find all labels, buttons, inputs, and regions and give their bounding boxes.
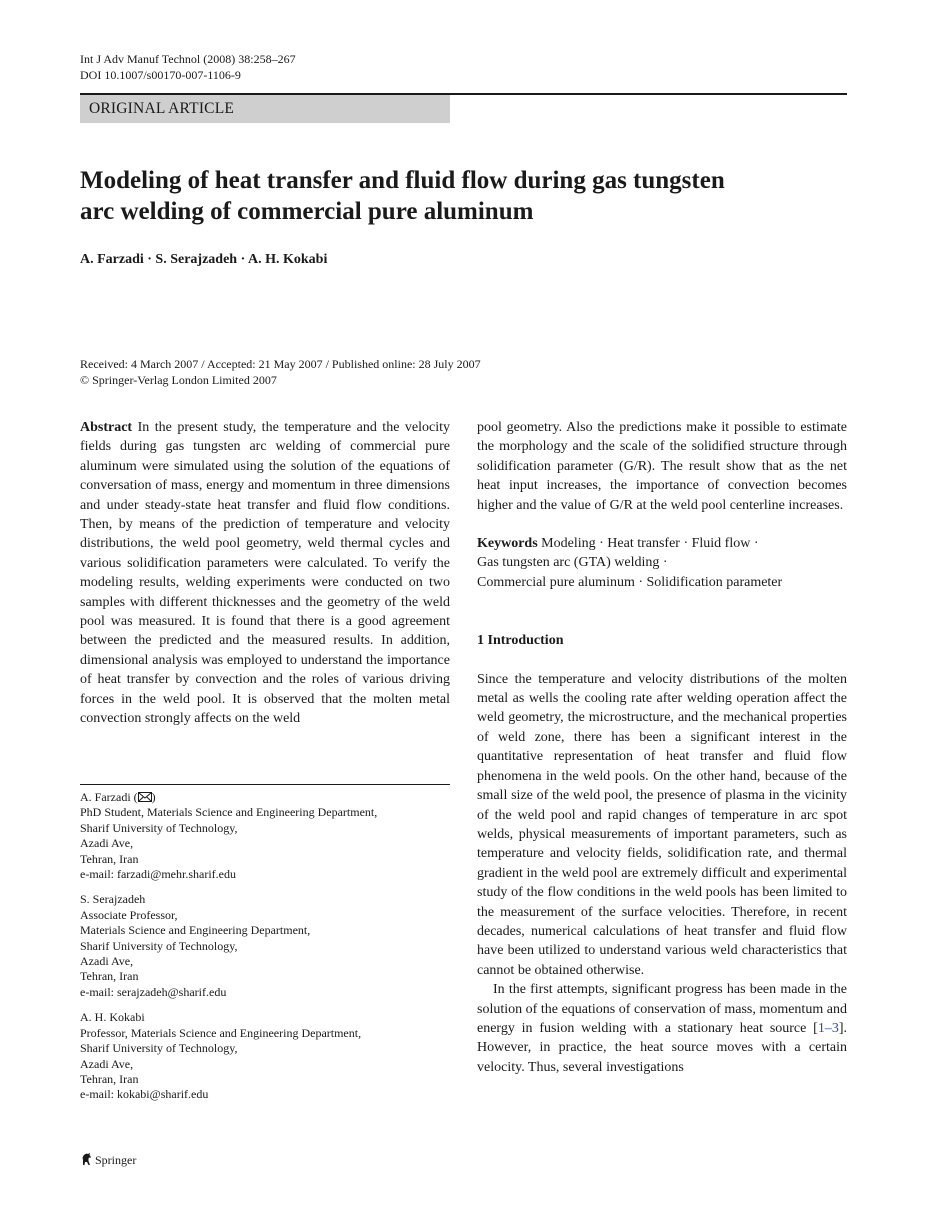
envelope-icon <box>138 792 152 802</box>
left-column <box>80 418 450 729</box>
publisher-name: Springer <box>95 1153 137 1167</box>
affiliation-line: Azadi Ave, <box>80 1056 134 1071</box>
keywords-block <box>477 534 847 592</box>
doi: DOI 10.1007/s00170-007-1106-9 <box>80 68 241 82</box>
keywords-line-3: Commercial pure aluminum · Solidification parameter <box>477 574 783 590</box>
title-line-2: arc welding of commercial pure aluminum <box>80 198 534 225</box>
affiliation-rule <box>80 784 450 785</box>
abstract-label: Abstract <box>80 420 133 435</box>
copyright: © Springer-Verlag London Limited 2007 <box>80 373 277 387</box>
right-column <box>477 418 847 1077</box>
affiliation-line: Sharif University of Technology, <box>80 938 238 953</box>
paper-title <box>80 165 847 227</box>
affiliation-line: PhD Student, Materials Science and Engineering Department, <box>80 805 378 820</box>
author-list: A. Farzadi · S. Serajzadeh · A. H. Kokabi <box>80 252 328 267</box>
journal-header <box>80 51 296 83</box>
received-accepted-dates: Received: 4 March 2007 / Accepted: 21 May 2007 / Published online: 28 July 2007 <box>80 357 481 371</box>
intro-paragraph-2: In the first attempts, significant progress has been made in the solution of the equations of conservation of mass, momentum and energy in fusion welding with a stationary heat source [1–3]. However, in practice, the heat source moves with a certain velocity. Thus, several investigations <box>477 982 847 1075</box>
keywords-label: Keywords <box>477 536 538 552</box>
affiliation-line: Tehran, Iran <box>80 851 139 866</box>
citation-link[interactable]: 1–3 <box>817 1020 839 1036</box>
affiliation-kokabi <box>80 1010 450 1102</box>
abstract-text: In the present study, the temperature and the velocity fields during gas tungsten arc welding of commercial pure aluminum were simulated using the solution of the equations of conversation of mass, energy and momentum in three dimensions and under steady-state heat transfer and fluid flow conditions. Then, by means of the prediction of temperature and velocity distributions, the weld pool geometry, weld thermal cycles and various solidification parameters were calculated. To verify the modeling results, welding experiments were conducted on two samples with different thicknesses and the geometry of the weld pool was measured. It is found that there is a good agreement between the predicted and the measured results. In addition, dimensional analysis was employed to understand the importance of heat transfer by convection and the roles of various driving forces in the weld pool. It is observed that the molten metal convection strongly affects on the weld <box>80 420 451 727</box>
abstract-paragraph <box>80 418 450 729</box>
affiliation-email[interactable]: e-mail: serajzadeh@sharif.edu <box>80 984 227 999</box>
publication-history <box>80 356 481 388</box>
springer-horse-icon <box>80 1152 93 1166</box>
affiliation-farzadi: A. Farzadi ( ) PhD Student, Materials Science and Engineering Department, Sharif University of Technology, Azadi Ave, Tehran, Iran e-mail: farzadi@mehr.sharif.edu <box>80 790 450 882</box>
affiliation-email[interactable]: e-mail: farzadi@mehr.sharif.edu <box>80 867 236 882</box>
intro-paragraph-1: Since the temperature and velocity distributions of the molten metal as wells the cooling rate after welding operation affect the weld geometry, the microstructure, and the mechanical properties of weld zone, there has been a significant interest in the quantitative representation of heat transfer and fluid flow phenomena in the weld pools. On the other hand, because of the small size of the weld pool, the presence of plasma in the vicinity of the weld pool and rapid changes of temperature in arc spot welds, physical measurements of important parameters, such as temperature and velocity fields, solidification rate, and thermal gradient in the weld pool are extremely difficult and experimental study of the flow conditions in the weld pools has been limited to the measurement of the surface velocities. Therefore, in recent decades, numerical calculations of heat transfer and fluid flow have been utilized to understand various weld characteristics that cannot be obtained otherwise. <box>477 671 847 978</box>
affiliation-name: A. H. Kokabi <box>80 1010 145 1025</box>
affiliation-line: Azadi Ave, <box>80 836 134 851</box>
affiliation-serajzadeh <box>80 892 450 1000</box>
title-line-1: Modeling of heat transfer and fluid flow during gas tungsten <box>80 167 725 194</box>
journal-citation: Int J Adv Manuf Technol (2008) 38:258–267 <box>80 52 296 66</box>
affiliation-email[interactable]: e-mail: kokabi@sharif.edu <box>80 1087 209 1102</box>
affiliation-line: Sharif University of Technology, <box>80 1041 238 1056</box>
keywords-line-2: Gas tungsten arc (GTA) welding · <box>477 555 668 571</box>
affiliation-line: Sharif University of Technology, <box>80 820 238 835</box>
article-type-banner: ORIGINAL ARTICLE <box>80 95 450 123</box>
page-footer <box>80 1152 136 1168</box>
affiliation-name: S. Serajzadeh <box>80 892 146 907</box>
section-heading-introduction: 1 Introduction <box>477 633 564 649</box>
keywords-line-1: Modeling · Heat transfer · Fluid flow · <box>541 536 759 552</box>
affiliation-line: Azadi Ave, <box>80 954 134 969</box>
affiliation-name: A. Farzadi ( <box>80 790 138 804</box>
affiliation-line: Tehran, Iran <box>80 1071 139 1086</box>
affiliation-line: Associate Professor, <box>80 907 178 922</box>
affiliation-line: Tehran, Iran <box>80 969 139 984</box>
affiliation-line: Materials Science and Engineering Department, <box>80 923 311 938</box>
affiliations <box>80 790 450 1113</box>
abstract-continuation: pool geometry. Also the predictions make it possible to estimate the morphology and the scale of the solidified structure through solidification parameter (G/R). The result show that as the net heat input increases, the importance of convection becomes higher and the value of G/R at the weld pool centerline increases. <box>477 420 847 513</box>
affiliation-line: Professor, Materials Science and Engineering Department, <box>80 1025 362 1040</box>
